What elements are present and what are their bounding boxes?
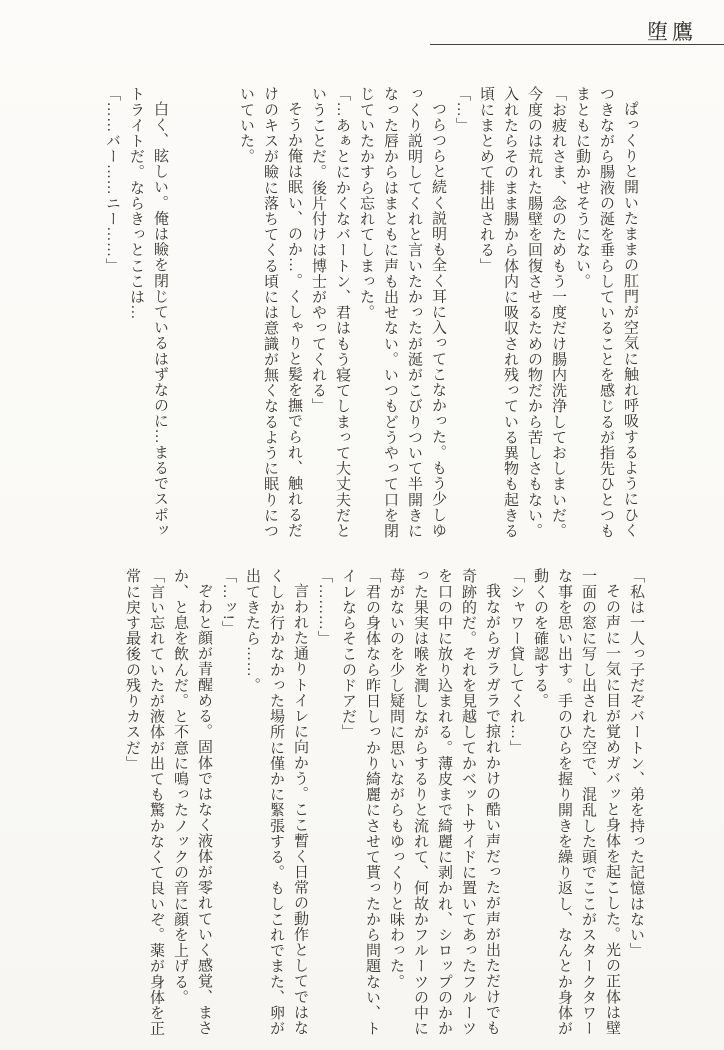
paragraph: 「………」: [316, 568, 332, 646]
header-rule: [430, 44, 724, 45]
paragraph: 「…ッ!」: [220, 568, 236, 636]
paragraph: そうか俺は眠い、のか…。くしゃりと髪を撫でられ、触れるだけのキスが瞼に落ちてくる頃には意識が無くなるように眠りについていた。: [238, 86, 302, 539]
paragraph: その声に一気に目が覚めガバッと身体を起こした。光の正体は壁一面の窓に写し出された空で、混乱した頭でここがスタークタワーな事を思い出す。手のひらを握り開きを繰り返し、なんとか身体が動くのを確認する。: [532, 568, 620, 1036]
paragraph: つらつらと続く説明も全く耳に入ってこなかった。もう少しゆっくり説明してくれと言いたかったが涎がこびりついて半開きになった唇からはまともに声も出せない。いつもどうやって口を閉じていたかすら忘れてしまった。: [358, 86, 446, 539]
text-section-bottom: [76, 568, 648, 1042]
paragraph: ぱっくりと開いたままの肛門が空気に触れ呼吸するようにひくつきながら腸液の涎を垂らしていることを感じるが指先ひとつもまともに動かせそうにない。: [574, 86, 638, 539]
paragraph: 「シャワー貸してくれ…」: [508, 568, 524, 756]
paragraph: 「…」: [454, 86, 470, 133]
paragraph: 言われた通りトイレに向かう。ここ暫く日常の動作としてではなくしか行かなかった場所に僅かに緊張する。もしこれでまた、卵が出てきたら……。: [244, 568, 308, 1036]
text-section-top: [76, 86, 642, 542]
page-title: 堕鷹: [647, 20, 697, 44]
paragraph: 「……バー……ニー……」: [104, 86, 120, 274]
paragraph: 「君の身体なら昨日しっかり綺麗にさせて貰ったから問題ない、トイレならそこのドアだ」: [340, 568, 380, 1036]
paragraph: 「言い忘れていたが液体が出ても驚かなくて良いぞ。薬が身体を正常に戻す最後の残りカスだ」: [124, 568, 164, 1036]
paragraph: ぞわと顔が青醒める。固体ではなく液体が零れていく感覚、まさか、と息を飲んだ。と不意に鳴ったノックの音に顔を上げる。: [172, 568, 212, 1036]
paragraph: 我ながらガラガラで掠れかけの酷い声だったが声が出ただけでも奇跡的だ。それを見越してかベットサイドに置いてあったフルーツを口の中に放り込まれる。薄皮まで綺麗に剥かれ、シロップのかかった果実は喉を潤しながらするりと流れて、何故かフルーツの中に苺がないのを少し疑問に思いながらもゆっくりと味わった。: [388, 568, 500, 1036]
paragraph: 「…あぁとにかくなバートン、君はもう寝てしまって大丈夫だということだ。後片付けは博士がやってくれる」: [310, 86, 350, 539]
paragraph: 白く、眩しい。俺は瞼を閉じているはずなのに…まるでスポットライトだ。ならきっとここは…: [128, 86, 168, 538]
paragraph: 「私は一人っ子だぞバートン、弟を持った記憶はない」: [628, 568, 644, 958]
paragraph: 「お疲れさま、念のためもう一度だけ腸内洗浄しておしまいだ。今度のは荒れた腸壁を回復させるための物だから苦しさもない。入れたらそのまま腸から体内に吸収され残っている異物も起きる頃にまとめて排出される」: [478, 86, 566, 539]
